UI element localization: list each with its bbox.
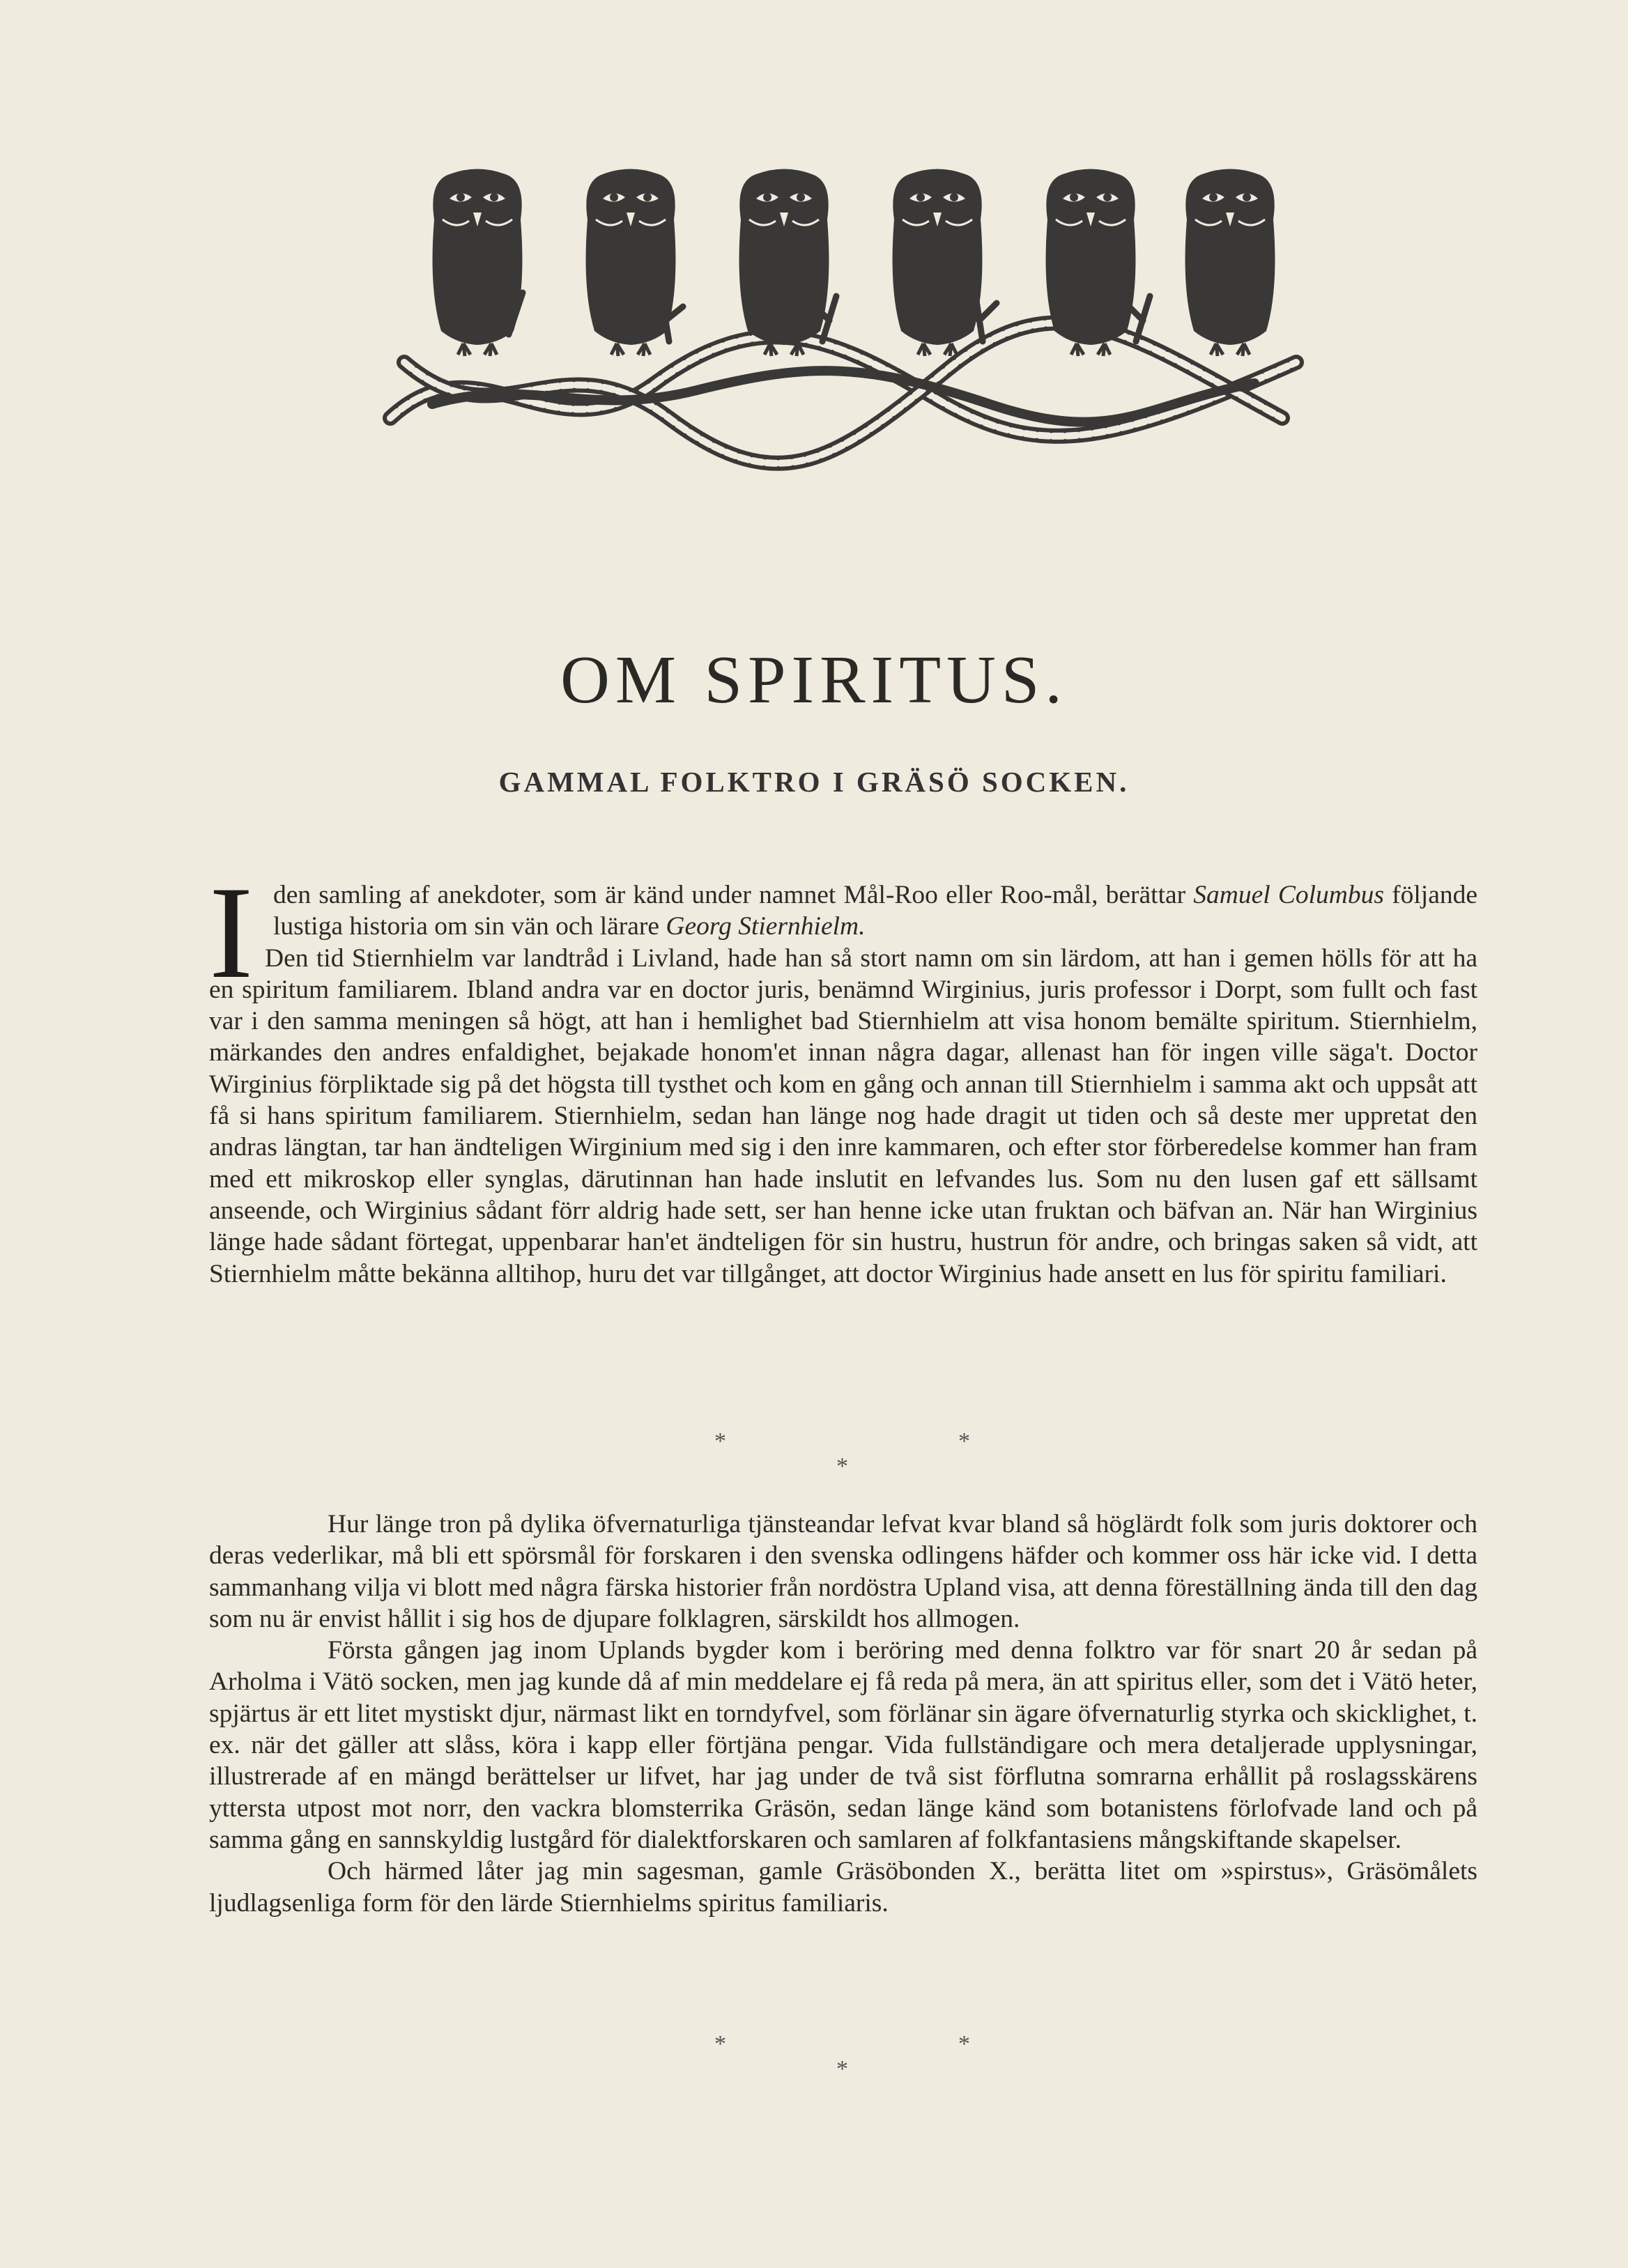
- separator-star: *: [714, 1428, 726, 1454]
- separator-star: *: [714, 2031, 726, 2057]
- paragraph-4: Första gången jag inom Uplands bygder kom i beröring med denna folktro var för snart 20 år sedan på Arholma i Vätö socken, men jag kunde då af min meddelare ej få reda på mera, än att spiritus eller, som det i Vätö heter, spjärtus är ett litet mystiskt djur, närmast likt en torndyfvel, som förlänar sin ägare öfvernaturlig styrka och skicklighet, t. ex. när det gäller att slåss, köra i kapp eller förtjäna pengar. Vida fullständigare och mera detaljerade upplysningar, illustrerade af en mängd berättelser ur lifvet, har jag under de två sist förflutna somrarna erhållit på roslagsskärens yttersta utpost mot norr, den vackra blomsterrika Gräsön, sedan länge känd som botanistens förlofvade land och på samma gång en sannskyldig lustgård för dialektforskaren och samlaren af folkfantasiens mångskiftande skapelser.: [209, 1636, 1477, 1854]
- section-2: [209, 1509, 1477, 1919]
- paragraph-1: [273, 879, 1477, 943]
- separator-star: *: [958, 2031, 970, 2057]
- separator-star: *: [836, 1453, 848, 1479]
- author-name: Samuel Columbus: [1193, 881, 1384, 909]
- teacher-name: Georg Stiernhielm.: [666, 912, 866, 941]
- section-1: [209, 860, 1477, 1290]
- drop-cap: I: [209, 860, 254, 1006]
- paragraph-2: Den tid Stiernhielm var landtråd i Livland, hade han så stort namn om sin lärdom, att han i gemen hölls för att ha en spiritum familiarem. Ibland andra var en doctor juris, benämnd Wirginius, juris professor i Dorpt, som fullt och fast var i den samma meningen så högt, att han i hemlighet bad Stiernhielm att visa honom bemälte spiritum. Stiernhielm, märkandes den andres enfaldighet, bejakade honom'et innan några dagar, allenast han för ingen ville säga't. Doctor Wirginius förpliktade sig på det högsta till tysthet och kom en gång och annan till Stiernhielm i samma akt och uppsåt att få si hans spiritum familiarem. Stiernhielm, sedan han länge nog hade dragit ut tiden och så deste mer uppretat den andras längtan, tar han ändteligen Wirginium med sig i den inre kammaren, och efter stor förberedelse kommer han fram med ett mikroskop eller synglas, därutinnan han hade inslutit en lefvandes lus. Som nu den lusen gaf ett sällsamt anseende, och Wirginius sådant förr aldrig hade sett, ser han henne icke utan fruktan och bäfvan an. När han Wirginius länge hade sådant förtegat, uppenbarar han'et ändteligen för sin hustru, hustrun för andre, och bringas saken så vidt, att Stiernhielm måtte bekänna alltihop, huru det var tillgånget, att doctor Wirginius hade ansett en lus för spiritu familiari.: [209, 943, 1477, 1288]
- separator-1: [0, 1428, 1628, 1484]
- paragraph-5: Och härmed låter jag min sagesman, gamle Gräsöbonden X., berätta litet om »spirstus», Gräsömålets ljudlagsenliga form för den lärde Stiernhielms spiritus familiaris.: [209, 1857, 1477, 1918]
- paragraph-1-text-cont: följande lustiga historia om sin vän och lärare: [273, 881, 1477, 941]
- paragraph-3: Hur länge tron på dylika öfvernaturliga tjänsteandar lefvat kvar bland så höglärdt folk som juris doktorer och deras vederlikar, må bli ett spörsmål för forskaren i den svenska odlingens häfder och kommer oss här icke vid. I detta sammanhang vilja vi blott med några färska historier från nordöstra Upland visa, att denna föreställning ända till den dag som nu är envist hållit i sig hos de djupare folklagren, särskildt hos allmogen.: [209, 1510, 1477, 1633]
- separator-star: *: [836, 2056, 848, 2082]
- page-title: OM SPIRITUS.: [560, 642, 1068, 718]
- separator-star: *: [958, 1428, 970, 1454]
- page-subtitle: GAMMAL FOLKTRO I GRÄSÖ SOCKEN.: [498, 766, 1130, 798]
- separator-2: [0, 2031, 1628, 2087]
- owls-vignette: [376, 153, 1310, 488]
- paragraph-1-text: den samling af anekdoter, som är känd under namnet Mål-Roo eller Roo-mål, berättar: [273, 881, 1194, 909]
- opening-paragraph: [209, 860, 1477, 1006]
